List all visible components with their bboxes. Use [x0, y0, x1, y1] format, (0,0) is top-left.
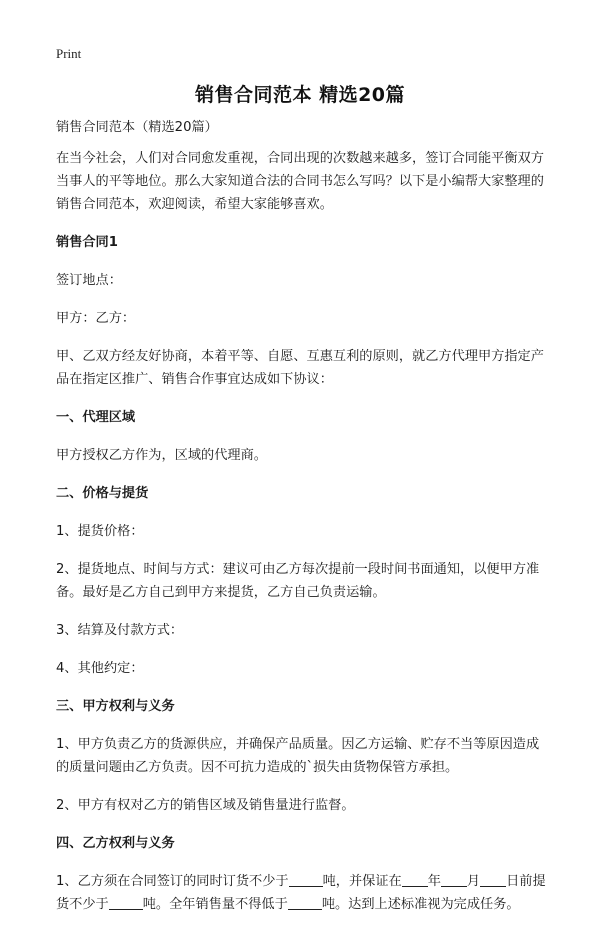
- party-b-text-6: 吨。全年销售量不得低于: [142, 897, 288, 912]
- price-item-2: 2、提货地点、时间与方式：建议可由乙方每次提前一段时间书面通知，以便甲方准备。最好是乙方自己到甲方来提货，乙方自己负责运输。: [56, 562, 540, 600]
- section-heading-party-b-rights: 四、乙方权利与义务: [56, 836, 175, 851]
- intro-paragraph: 在当今社会，人们对合同愈发重视，合同出现的次数越来越多，签订合同能平衡双方当事人的平等地位。那么大家知道合法的合同书怎么写吗？以下是小编帮大家整理的销售合同范本，欢迎阅读，希望大家能够喜欢。: [56, 151, 544, 212]
- blank-year: [402, 871, 428, 887]
- party-a-item-1: 1、甲方负责乙方的货源供应，并确保产品质量。因乙方运输、贮存不当等原因造成的质量问题由乙方负责。因不可抗力造成的`损失由货物保管方承担。: [56, 737, 540, 775]
- blank-annual-tons: [288, 894, 322, 910]
- party-a-item-2: 2、甲方有权对乙方的销售区域及销售量进行监督。: [56, 798, 355, 813]
- contract-heading: 销售合同1: [56, 235, 118, 250]
- preamble-paragraph: 甲、乙双方经友好协商，本着平等、自愿、互惠互利的原则，就乙方代理甲方指定产品在指定区推广、销售合作事宜达成如下协议：: [56, 349, 544, 387]
- blank-order-tons: [289, 871, 323, 887]
- print-link[interactable]: Print: [56, 46, 82, 61]
- party-b-text-2: 吨，并保证在: [322, 874, 402, 889]
- document-subtitle: 销售合同范本（精选20篇）: [56, 120, 218, 135]
- section-heading-agency-area: 一、代理区域: [56, 410, 136, 425]
- party-b-text-4: 月: [466, 874, 481, 889]
- party-b-text-7: 吨。达到上述标准视为完成任务。: [321, 897, 520, 912]
- parties-line: 甲方：乙方：: [56, 311, 136, 326]
- price-item-3: 3、结算及付款方式：: [56, 623, 184, 638]
- document-title: 销售合同范本 精选20篇: [194, 84, 406, 106]
- sign-place-line: 签订地点：: [56, 273, 122, 288]
- section-heading-price-delivery: 二、价格与提货: [56, 486, 149, 501]
- party-b-item-1: [56, 870, 550, 916]
- party-b-text-5: 日前提货不少于: [56, 874, 546, 912]
- price-item-1: 1、提货价格：: [56, 524, 144, 539]
- section-heading-party-a-rights: 三、甲方权利与义务: [56, 699, 175, 714]
- party-b-text-3: 年: [427, 874, 441, 889]
- document-body: [56, 116, 550, 931]
- blank-month: [441, 871, 467, 887]
- price-item-4: 4、其他约定：: [56, 661, 144, 676]
- blank-pickup-tons: [109, 894, 143, 910]
- party-b-text-1: 1、乙方须在合同签订的同时订货不少于: [56, 874, 289, 889]
- blank-day: [480, 871, 506, 887]
- agency-area-text: 甲方授权乙方作为，区域的代理商。: [56, 448, 267, 463]
